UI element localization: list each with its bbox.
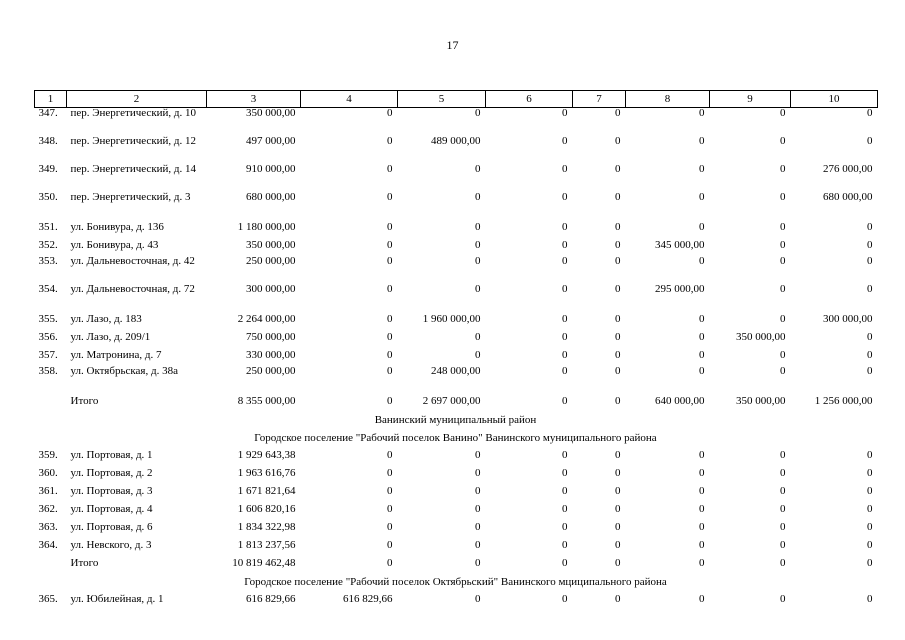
table-row bbox=[35, 502, 878, 520]
value-cell: 1 256 000,00 bbox=[814, 395, 873, 407]
row-number: 356. bbox=[38, 331, 58, 343]
value-cell: 1 813 237,56 bbox=[237, 539, 296, 551]
value-cell: 0 bbox=[867, 239, 873, 251]
value-cell: 0 bbox=[562, 135, 568, 147]
value-cell: 0 bbox=[615, 191, 621, 203]
value-cell: 0 bbox=[780, 349, 786, 361]
value-cell: 0 bbox=[699, 557, 705, 569]
value-cell: 0 bbox=[387, 467, 393, 479]
value-cell: 0 bbox=[699, 521, 705, 533]
value-cell: 0 bbox=[615, 395, 621, 407]
value-cell: 0 bbox=[615, 485, 621, 497]
address-cell: ул. Дальневосточная, д. 72 bbox=[70, 283, 195, 295]
value-cell: 350 000,00 bbox=[736, 395, 786, 407]
row-number: 352. bbox=[38, 239, 58, 251]
value-cell: 0 bbox=[780, 221, 786, 233]
address-cell: пер. Энергетический, д. 12 bbox=[70, 135, 197, 147]
value-cell: 0 bbox=[615, 521, 621, 533]
value-cell: 1 180 000,00 bbox=[237, 221, 296, 233]
value-cell: 0 bbox=[867, 557, 873, 569]
value-cell: 0 bbox=[699, 449, 705, 461]
value-cell: 0 bbox=[562, 485, 568, 497]
value-cell: 0 bbox=[780, 503, 786, 515]
value-cell: 0 bbox=[699, 107, 705, 119]
value-cell: 0 bbox=[387, 331, 393, 343]
value-cell: 0 bbox=[475, 467, 481, 479]
data-table bbox=[34, 90, 878, 610]
value-cell: 0 bbox=[780, 135, 786, 147]
value-cell: 0 bbox=[562, 467, 568, 479]
value-cell: 0 bbox=[562, 539, 568, 551]
value-cell: 489 000,00 bbox=[431, 135, 481, 147]
value-cell: 248 000,00 bbox=[431, 365, 481, 377]
value-cell: 0 bbox=[562, 365, 568, 377]
value-cell: 497 000,00 bbox=[246, 135, 296, 147]
value-cell: 0 bbox=[867, 467, 873, 479]
value-cell: 0 bbox=[699, 349, 705, 361]
value-cell: 1 963 616,76 bbox=[237, 467, 296, 479]
value-cell: 0 bbox=[387, 221, 393, 233]
value-cell: 0 bbox=[562, 593, 568, 605]
section-heading-row bbox=[35, 412, 878, 430]
table-row bbox=[35, 484, 878, 502]
row-number: 364. bbox=[38, 539, 58, 551]
value-cell: 0 bbox=[699, 539, 705, 551]
value-cell: 0 bbox=[387, 521, 393, 533]
value-cell: 0 bbox=[699, 503, 705, 515]
value-cell: 0 bbox=[387, 239, 393, 251]
value-cell: 0 bbox=[387, 283, 393, 295]
column-header: 2 bbox=[67, 91, 207, 108]
value-cell: 0 bbox=[615, 449, 621, 461]
value-cell: 0 bbox=[387, 163, 393, 175]
value-cell: 250 000,00 bbox=[246, 365, 296, 377]
value-cell: 0 bbox=[475, 221, 481, 233]
value-cell: 0 bbox=[780, 239, 786, 251]
total-label: Итого bbox=[70, 395, 99, 407]
value-cell: 0 bbox=[562, 349, 568, 361]
table-row bbox=[35, 256, 878, 284]
row-number bbox=[35, 556, 67, 574]
table-row bbox=[35, 466, 878, 484]
value-cell: 0 bbox=[699, 163, 705, 175]
value-cell: 0 bbox=[562, 331, 568, 343]
value-cell: 0 bbox=[780, 163, 786, 175]
value-cell: 0 bbox=[387, 135, 393, 147]
address-cell: пер. Энергетический, д. 3 bbox=[70, 191, 191, 203]
address-cell: ул. Бонивура, д. 136 bbox=[70, 221, 164, 233]
value-cell: 0 bbox=[562, 283, 568, 295]
table-row bbox=[35, 238, 878, 256]
value-cell: 0 bbox=[387, 107, 393, 119]
value-cell: 0 bbox=[562, 449, 568, 461]
value-cell: 0 bbox=[780, 449, 786, 461]
section-heading-row bbox=[35, 430, 878, 448]
address-cell: пер. Энергетический, д. 10 bbox=[70, 107, 197, 119]
column-header: 1 bbox=[35, 91, 67, 108]
value-cell: 0 bbox=[562, 255, 568, 267]
table-row bbox=[35, 348, 878, 366]
value-cell: 0 bbox=[780, 365, 786, 377]
value-cell: 8 355 000,00 bbox=[237, 395, 296, 407]
value-cell: 0 bbox=[475, 449, 481, 461]
address-cell: ул. Матронина, д. 7 bbox=[70, 349, 162, 361]
table-row bbox=[35, 312, 878, 330]
value-cell: 0 bbox=[387, 365, 393, 377]
value-cell: 0 bbox=[780, 313, 786, 325]
value-cell: 0 bbox=[387, 449, 393, 461]
value-cell: 0 bbox=[387, 349, 393, 361]
section-heading-row bbox=[35, 574, 878, 592]
value-cell: 0 bbox=[615, 557, 621, 569]
value-cell: 0 bbox=[475, 593, 481, 605]
value-cell: 0 bbox=[387, 539, 393, 551]
row-number: 354. bbox=[38, 283, 58, 295]
row-number: 359. bbox=[38, 449, 58, 461]
value-cell: 295 000,00 bbox=[655, 283, 705, 295]
value-cell: 0 bbox=[562, 395, 568, 407]
value-cell: 276 000,00 bbox=[823, 163, 873, 175]
value-cell: 0 bbox=[475, 503, 481, 515]
section-heading: Ванинский муниципальный район bbox=[374, 414, 537, 426]
value-cell: 350 000,00 bbox=[736, 331, 786, 343]
value-cell: 680 000,00 bbox=[823, 191, 873, 203]
column-header: 7 bbox=[573, 91, 626, 108]
address-cell: ул. Портовая, д. 2 bbox=[70, 467, 153, 479]
row-number: 357. bbox=[38, 349, 58, 361]
value-cell: 10 819 462,48 bbox=[232, 557, 296, 569]
value-cell: 0 bbox=[387, 255, 393, 267]
row-number: 350. bbox=[38, 191, 58, 203]
table-row bbox=[35, 538, 878, 556]
table-row bbox=[35, 520, 878, 538]
value-cell: 0 bbox=[615, 255, 621, 267]
value-cell: 0 bbox=[867, 331, 873, 343]
column-header: 10 bbox=[791, 91, 878, 108]
value-cell: 0 bbox=[475, 107, 481, 119]
table-row bbox=[35, 108, 878, 137]
value-cell: 1 929 643,38 bbox=[237, 449, 296, 461]
page-number: 17 bbox=[446, 38, 459, 52]
column-header: 8 bbox=[626, 91, 710, 108]
value-cell: 0 bbox=[387, 485, 393, 497]
value-cell: 0 bbox=[699, 313, 705, 325]
row-number: 349. bbox=[38, 163, 58, 175]
value-cell: 0 bbox=[780, 191, 786, 203]
value-cell: 0 bbox=[562, 239, 568, 251]
row-number: 362. bbox=[38, 503, 58, 515]
value-cell: 350 000,00 bbox=[246, 239, 296, 251]
value-cell: 0 bbox=[699, 135, 705, 147]
table-row bbox=[35, 136, 878, 164]
value-cell: 0 bbox=[387, 503, 393, 515]
value-cell: 0 bbox=[615, 539, 621, 551]
value-cell: 0 bbox=[562, 163, 568, 175]
row-number: 355. bbox=[38, 313, 58, 325]
row-number: 348. bbox=[38, 135, 58, 147]
value-cell: 0 bbox=[475, 191, 481, 203]
value-cell: 0 bbox=[867, 283, 873, 295]
address-cell: ул. Лазо, д. 209/1 bbox=[70, 331, 151, 343]
row-number: 358. bbox=[38, 365, 58, 377]
value-cell: 0 bbox=[562, 191, 568, 203]
value-cell: 1 960 000,00 bbox=[422, 313, 481, 325]
value-cell: 0 bbox=[615, 593, 621, 605]
table-row bbox=[35, 330, 878, 348]
value-cell: 0 bbox=[615, 239, 621, 251]
value-cell: 0 bbox=[867, 539, 873, 551]
value-cell: 0 bbox=[699, 485, 705, 497]
value-cell: 0 bbox=[615, 349, 621, 361]
value-cell: 0 bbox=[780, 255, 786, 267]
section-heading: Городское поселение "Рабочий поселок Ванино" Ванинского муниципального района bbox=[254, 432, 657, 444]
table-header-row bbox=[35, 91, 878, 108]
value-cell: 0 bbox=[475, 239, 481, 251]
value-cell: 0 bbox=[562, 557, 568, 569]
address-cell: ул. Портовая, д. 1 bbox=[70, 449, 153, 461]
row-number: 365. bbox=[38, 593, 58, 605]
value-cell: 0 bbox=[867, 349, 873, 361]
value-cell: 2 697 000,00 bbox=[422, 395, 481, 407]
value-cell: 0 bbox=[615, 135, 621, 147]
value-cell: 0 bbox=[615, 313, 621, 325]
total-row bbox=[35, 394, 878, 412]
row-number: 361. bbox=[38, 485, 58, 497]
value-cell: 0 bbox=[475, 485, 481, 497]
value-cell: 0 bbox=[780, 283, 786, 295]
value-cell: 1 606 820,16 bbox=[237, 503, 296, 515]
address-cell: ул. Портовая, д. 6 bbox=[70, 521, 153, 533]
row-number: 347. bbox=[38, 107, 58, 119]
value-cell: 0 bbox=[780, 593, 786, 605]
value-cell: 0 bbox=[780, 539, 786, 551]
value-cell: 910 000,00 bbox=[246, 163, 296, 175]
value-cell: 0 bbox=[387, 395, 393, 407]
row-number bbox=[35, 394, 67, 412]
total-row bbox=[35, 556, 878, 574]
value-cell: 0 bbox=[867, 107, 873, 119]
value-cell: 0 bbox=[562, 521, 568, 533]
address-cell: ул. Юбилейная, д. 1 bbox=[70, 593, 164, 605]
value-cell: 0 bbox=[780, 521, 786, 533]
value-cell: 0 bbox=[867, 221, 873, 233]
table-row bbox=[35, 192, 878, 220]
table-row bbox=[35, 220, 878, 238]
column-header: 6 bbox=[486, 91, 573, 108]
column-header: 9 bbox=[710, 91, 791, 108]
value-cell: 0 bbox=[615, 221, 621, 233]
value-cell: 0 bbox=[699, 593, 705, 605]
value-cell: 0 bbox=[867, 485, 873, 497]
value-cell: 0 bbox=[475, 163, 481, 175]
value-cell: 680 000,00 bbox=[246, 191, 296, 203]
value-cell: 0 bbox=[387, 313, 393, 325]
value-cell: 0 bbox=[475, 331, 481, 343]
value-cell: 0 bbox=[615, 283, 621, 295]
total-label: Итого bbox=[70, 557, 99, 569]
value-cell: 250 000,00 bbox=[246, 255, 296, 267]
value-cell: 1 834 322,98 bbox=[237, 521, 296, 533]
row-number: 353. bbox=[38, 255, 58, 267]
value-cell: 0 bbox=[699, 191, 705, 203]
column-header: 4 bbox=[301, 91, 398, 108]
value-cell: 0 bbox=[867, 593, 873, 605]
row-number: 360. bbox=[38, 467, 58, 479]
value-cell: 0 bbox=[699, 365, 705, 377]
address-cell: ул. Дальневосточная, д. 42 bbox=[70, 255, 195, 267]
value-cell: 0 bbox=[615, 163, 621, 175]
address-cell: ул. Портовая, д. 4 bbox=[70, 503, 153, 515]
table-row bbox=[35, 366, 878, 394]
value-cell: 0 bbox=[867, 365, 873, 377]
column-header: 3 bbox=[207, 91, 301, 108]
row-number: 363. bbox=[38, 521, 58, 533]
row-number: 351. bbox=[38, 221, 58, 233]
value-cell: 0 bbox=[475, 255, 481, 267]
value-cell: 0 bbox=[780, 107, 786, 119]
value-cell: 0 bbox=[475, 521, 481, 533]
table-row bbox=[35, 284, 878, 312]
value-cell: 0 bbox=[867, 255, 873, 267]
value-cell: 0 bbox=[475, 557, 481, 569]
value-cell: 330 000,00 bbox=[246, 349, 296, 361]
value-cell: 345 000,00 bbox=[655, 239, 705, 251]
value-cell: 300 000,00 bbox=[246, 283, 296, 295]
address-cell: ул. Бонивура, д. 43 bbox=[70, 239, 159, 251]
value-cell: 0 bbox=[562, 503, 568, 515]
value-cell: 0 bbox=[387, 191, 393, 203]
address-cell: ул. Лазо, д. 183 bbox=[70, 313, 142, 325]
value-cell: 0 bbox=[867, 503, 873, 515]
value-cell: 0 bbox=[867, 521, 873, 533]
address-cell: ул. Невского, д. 3 bbox=[70, 539, 152, 551]
value-cell: 0 bbox=[475, 283, 481, 295]
value-cell: 0 bbox=[615, 503, 621, 515]
column-header: 5 bbox=[398, 91, 486, 108]
table-row bbox=[35, 592, 878, 610]
address-cell: пер. Энергетический, д. 14 bbox=[70, 163, 197, 175]
value-cell: 0 bbox=[699, 331, 705, 343]
value-cell: 0 bbox=[699, 255, 705, 267]
address-cell: ул. Октябрьская, д. 38а bbox=[70, 365, 178, 377]
value-cell: 0 bbox=[475, 539, 481, 551]
value-cell: 0 bbox=[562, 313, 568, 325]
value-cell: 0 bbox=[780, 485, 786, 497]
address-cell: ул. Портовая, д. 3 bbox=[70, 485, 153, 497]
value-cell: 750 000,00 bbox=[246, 331, 296, 343]
value-cell: 0 bbox=[615, 331, 621, 343]
value-cell: 2 264 000,00 bbox=[237, 313, 296, 325]
table-row bbox=[35, 164, 878, 192]
value-cell: 0 bbox=[615, 107, 621, 119]
value-cell: 616 829,66 bbox=[343, 593, 393, 605]
value-cell: 0 bbox=[780, 467, 786, 479]
value-cell: 0 bbox=[615, 467, 621, 479]
section-heading: Городское поселение "Рабочий поселок Октябрьский" Ванинского мциципального района bbox=[244, 576, 667, 588]
value-cell: 0 bbox=[562, 221, 568, 233]
value-cell: 0 bbox=[562, 107, 568, 119]
value-cell: 0 bbox=[867, 135, 873, 147]
value-cell: 0 bbox=[387, 557, 393, 569]
value-cell: 0 bbox=[699, 467, 705, 479]
value-cell: 0 bbox=[615, 365, 621, 377]
value-cell: 0 bbox=[699, 221, 705, 233]
value-cell: 1 671 821,64 bbox=[237, 485, 296, 497]
value-cell: 0 bbox=[475, 349, 481, 361]
value-cell: 640 000,00 bbox=[655, 395, 705, 407]
value-cell: 350 000,00 bbox=[246, 107, 296, 119]
value-cell: 0 bbox=[780, 557, 786, 569]
value-cell: 0 bbox=[867, 449, 873, 461]
table-row bbox=[35, 448, 878, 466]
value-cell: 616 829,66 bbox=[246, 593, 296, 605]
value-cell: 300 000,00 bbox=[823, 313, 873, 325]
